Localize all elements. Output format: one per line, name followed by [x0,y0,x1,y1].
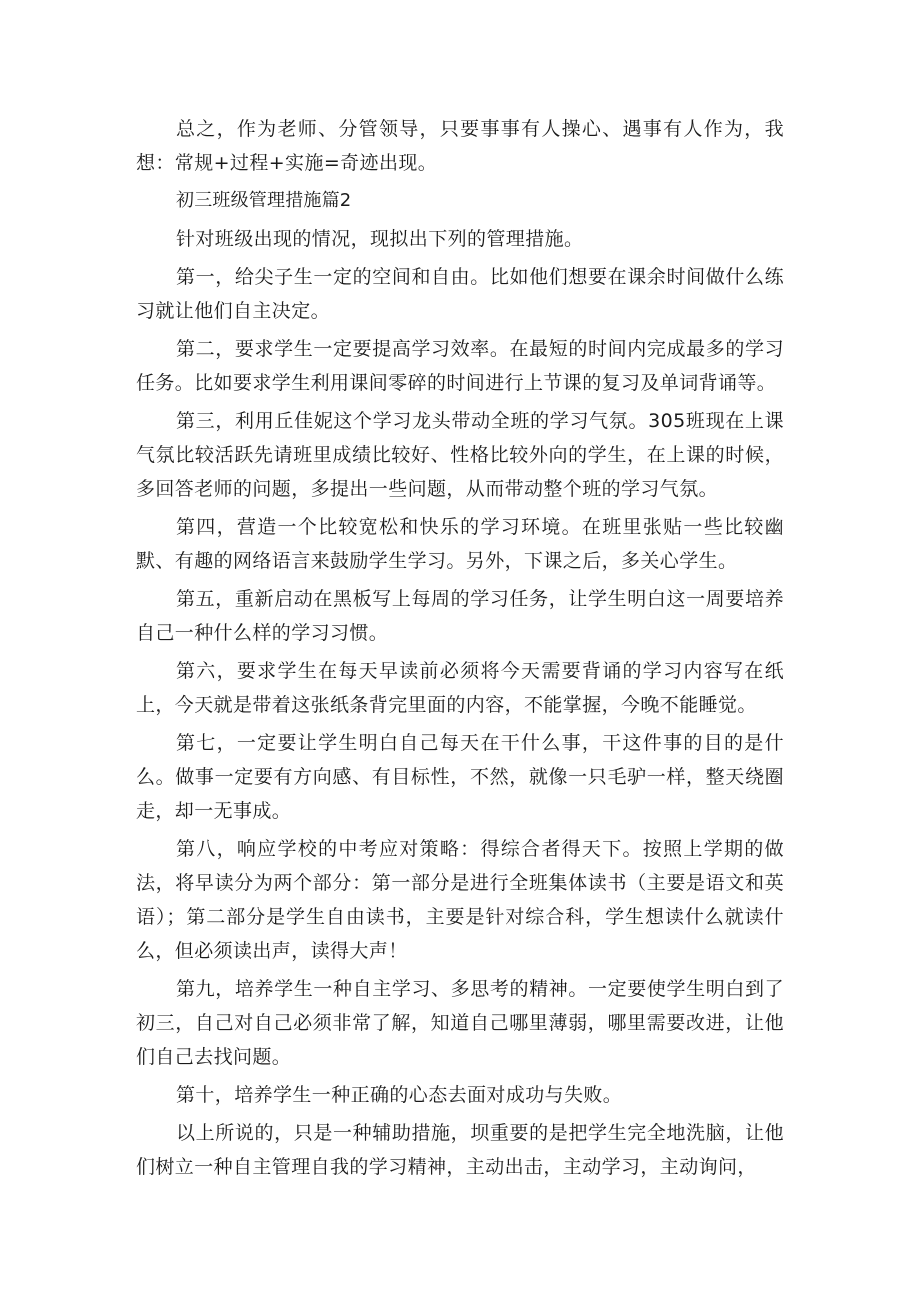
paragraph-intro: 针对班级出现的情况，现拟出下列的管理措施。 [176,228,584,250]
paragraph-measure-4: 第四，营造一个比较宽松和快乐的学习环境。在班里张贴一些比较幽默、有趣的网络语言来鼓励学生学习。另外，下课之后，多关心学生。 [136,516,784,572]
paragraph-summary: 总之，作为老师、分管领导，只要事事有人操心、遇事有人作为，我想：常规+过程+实施=奇迹出现。 [136,118,784,174]
paragraph-measure-5: 第五，重新启动在黑板写上每周的学习任务，让学生明白这一周要培养自己一种什么样的学习习惯。 [136,588,784,644]
document-body [136,112,784,1188]
paragraph-measure-1: 第一，给尖子生一定的空间和自由。比如他们想要在课余时间做什么练习就让他们自主决定。 [136,266,784,322]
paragraph-measure-7: 第七，一定要让学生明白自己每天在干什么事，干这件事的目的是什么。做事一定要有方向感、有目标性，不然，就像一只毛驴一样，整天绕圈走，却一无事成。 [136,732,784,822]
paragraph-measure-9: 第九，培养学生一种自主学习、多思考的精神。一定要使学生明白到了初三，自己对自己必须非常了解，知道自己哪里薄弱，哪里需要改进，让他们自己去找问题。 [136,978,784,1068]
section-heading: 初三班级管理措施篇2 [176,190,352,211]
paragraph-measure-3: 第三，利用丘佳妮这个学习龙头带动全班的学习气氛。305班现在上课气氛比较活跃先请班里成绩比较好、性格比较外向的学生，在上课的时候，多回答老师的问题，多提出一些问题，从而带动整个班的学习气氛。 [136,410,784,500]
paragraph-measure-2: 第二，要求学生一定要提高学习效率。在最短的时间内完成最多的学习任务。比如要求学生利用课间零碎的时间进行上节课的复习及单词背诵等。 [136,338,784,394]
paragraph-measure-6: 第六，要求学生在每天早读前必须将今天需要背诵的学习内容写在纸上，今天就是带着这张纸条背完里面的内容，不能掌握，今晚不能睡觉。 [136,660,784,716]
paragraph-measure-8: 第八，响应学校的中考应对策略：得综合者得天下。按照上学期的做法，将早读分为两个部分：第一部分是进行全班集体读书（主要是语文和英语）；第二部分是学生自由读书，主要是针对综合科，学生想读什么就读什么，但必须读出声，读得大声！ [136,838,784,962]
paragraph-measure-10: 第十，培养学生一种正确的心态去面对成功与失败。 [176,1084,623,1106]
paragraph-conclusion: 以上所说的，只是一种辅助措施，坝重要的是把学生完全地洗脑，让他们树立一种自主管理自我的学习精神，主动出击，主动学习，主动询问， [136,1122,784,1178]
